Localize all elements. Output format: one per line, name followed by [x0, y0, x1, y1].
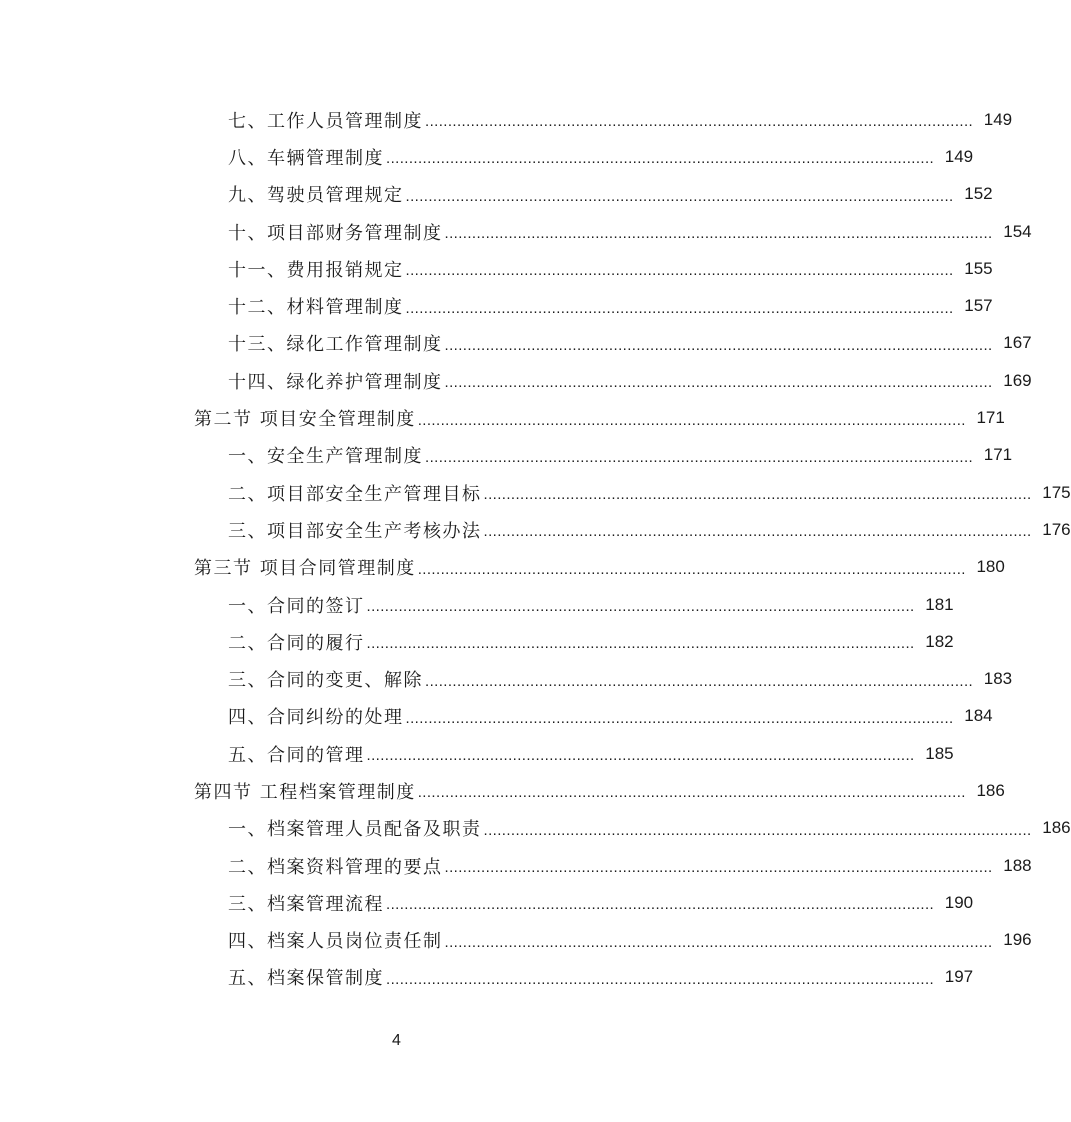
- toc-entry-title: 九、驾驶员管理规定: [228, 185, 404, 207]
- dot-leader: ........................................................................................................................: [366, 747, 915, 765]
- dot-leader: ........................................................................................................................: [444, 225, 993, 243]
- toc-entry-page: 186: [976, 780, 1005, 800]
- toc-entry[interactable]: [0, 959, 974, 996]
- toc-entry[interactable]: [0, 213, 1032, 250]
- toc-entry-title: 五、合同的管理: [228, 744, 365, 766]
- dot-leader: ........................................................................................................................: [444, 859, 993, 877]
- dot-leader: ........................................................................................................................: [405, 187, 954, 205]
- toc-entry-page: 186: [1042, 818, 1071, 838]
- toc-entry[interactable]: [0, 250, 993, 287]
- toc-entry-page: 190: [944, 892, 974, 912]
- toc-entry-title: 五、档案保管制度: [228, 968, 384, 990]
- dot-leader: ........................................................................................................................: [425, 448, 974, 466]
- toc-entry-title: 四、合同纠纷的处理: [228, 707, 404, 729]
- dot-leader: ........................................................................................................................: [417, 784, 966, 802]
- toc-entry[interactable]: [0, 101, 1013, 138]
- toc-entry-page: 181: [925, 594, 954, 614]
- toc-entry-title: 十、项目部财务管理制度: [228, 222, 443, 244]
- toc-entry[interactable]: [0, 474, 1071, 511]
- toc-entry[interactable]: [0, 623, 954, 660]
- toc-entry-page: 184: [964, 706, 993, 726]
- toc-entry-title: 一、合同的签订: [228, 595, 365, 617]
- toc-entry-title: 一、档案管理人员配备及职责: [228, 819, 482, 841]
- toc-entry[interactable]: [0, 325, 1032, 362]
- toc-entry-page: 185: [925, 743, 954, 763]
- toc-entry[interactable]: [0, 847, 1032, 884]
- toc-entry-title: 八、车辆管理制度: [228, 147, 384, 169]
- dot-leader: ........................................................................................................................: [483, 486, 1032, 504]
- toc-entry-title: 一、安全生产管理制度: [228, 446, 423, 468]
- toc-entry-page: 196: [1003, 930, 1032, 950]
- toc-entry[interactable]: [0, 586, 954, 623]
- toc-entry-title: 二、合同的履行: [228, 632, 365, 654]
- toc-entry-title: 三、项目部安全生产考核办法: [228, 520, 482, 542]
- toc-entry-title: 二、项目部安全生产管理目标: [228, 483, 482, 505]
- toc-entry-page: 149: [983, 109, 1013, 129]
- dot-leader: ........................................................................................................................: [483, 821, 1032, 839]
- toc-entry[interactable]: [0, 884, 974, 921]
- dot-leader: ........................................................................................................................: [444, 374, 993, 392]
- toc-section-entry[interactable]: [0, 549, 1005, 586]
- dot-leader: ........................................................................................................................: [366, 635, 915, 653]
- dot-leader: ........................................................................................................................: [366, 598, 915, 615]
- dot-leader: ........................................................................................................................: [405, 299, 954, 317]
- toc-entry-page: 167: [1003, 333, 1032, 353]
- toc-entry-title: 十三、绿化工作管理制度: [228, 334, 443, 356]
- toc-entry[interactable]: [0, 287, 993, 324]
- toc-entry-title: 七、工作人员管理制度: [228, 110, 423, 132]
- toc-entry[interactable]: [0, 735, 954, 772]
- toc-section-entry[interactable]: [0, 772, 1005, 809]
- dot-leader: ........................................................................................................................: [386, 150, 935, 168]
- toc-section-title: 第四节 工程档案管理制度: [194, 781, 416, 803]
- toc-entry-page: 171: [983, 445, 1013, 465]
- toc-entry-page: 182: [925, 631, 954, 651]
- toc-entry-page: 157: [964, 296, 993, 316]
- toc-entry-page: 152: [964, 184, 993, 204]
- dot-leader: ........................................................................................................................: [405, 262, 954, 280]
- toc-entry-title: 四、档案人员岗位责任制: [228, 931, 443, 953]
- toc-entry-page: 171: [976, 408, 1005, 428]
- toc-entry[interactable]: [0, 437, 1013, 474]
- dot-leader: ........................................................................................................................: [425, 113, 974, 131]
- toc-entry-page: 155: [964, 258, 993, 278]
- dot-leader: ........................................................................................................................: [483, 523, 1032, 541]
- dot-leader: ........................................................................................................................: [417, 411, 966, 429]
- toc-entry[interactable]: [0, 176, 993, 213]
- toc-entry-page: 149: [944, 146, 974, 166]
- toc-entry-title: 十一、费用报销规定: [228, 259, 404, 281]
- toc-section-title: 第二节 项目安全管理制度: [194, 409, 416, 431]
- toc-entry-page: 188: [1003, 855, 1032, 875]
- toc-entry-title: 二、档案资料管理的要点: [228, 856, 443, 878]
- toc-entry-title: 三、档案管理流程: [228, 893, 384, 915]
- dot-leader: ........................................................................................................................: [386, 970, 935, 988]
- toc-entry-page: 183: [983, 669, 1013, 689]
- dot-leader: ........................................................................................................................: [444, 933, 993, 951]
- toc-entry-page: 180: [976, 557, 1005, 577]
- toc-entry[interactable]: [0, 362, 1032, 399]
- toc-entry[interactable]: [0, 922, 1032, 959]
- table-of-contents: [0, 101, 1071, 996]
- dot-leader: ........................................................................................................................: [386, 896, 935, 914]
- toc-section-entry[interactable]: [0, 399, 1005, 436]
- toc-section-title: 第三节 项目合同管理制度: [194, 558, 416, 580]
- toc-entry-page: 169: [1003, 370, 1032, 390]
- toc-entry-page: 154: [1003, 221, 1032, 241]
- page-number: 4: [392, 1032, 401, 1049]
- dot-leader: ........................................................................................................................: [417, 560, 966, 578]
- toc-entry-title: 三、合同的变更、解除: [228, 670, 423, 692]
- toc-entry[interactable]: [0, 810, 1071, 847]
- toc-entry[interactable]: [0, 660, 1013, 697]
- toc-entry-page: 176: [1042, 519, 1071, 539]
- dot-leader: ........................................................................................................................: [444, 336, 993, 354]
- toc-entry-page: 175: [1042, 482, 1071, 502]
- toc-entry[interactable]: [0, 511, 1071, 548]
- toc-entry[interactable]: [0, 698, 993, 735]
- toc-entry[interactable]: [0, 138, 974, 175]
- toc-entry-page: 197: [944, 967, 974, 987]
- toc-entry-title: 十二、材料管理制度: [228, 297, 404, 319]
- dot-leader: ........................................................................................................................: [425, 672, 974, 690]
- toc-entry-title: 十四、绿化养护管理制度: [228, 371, 443, 393]
- dot-leader: ........................................................................................................................: [405, 709, 954, 727]
